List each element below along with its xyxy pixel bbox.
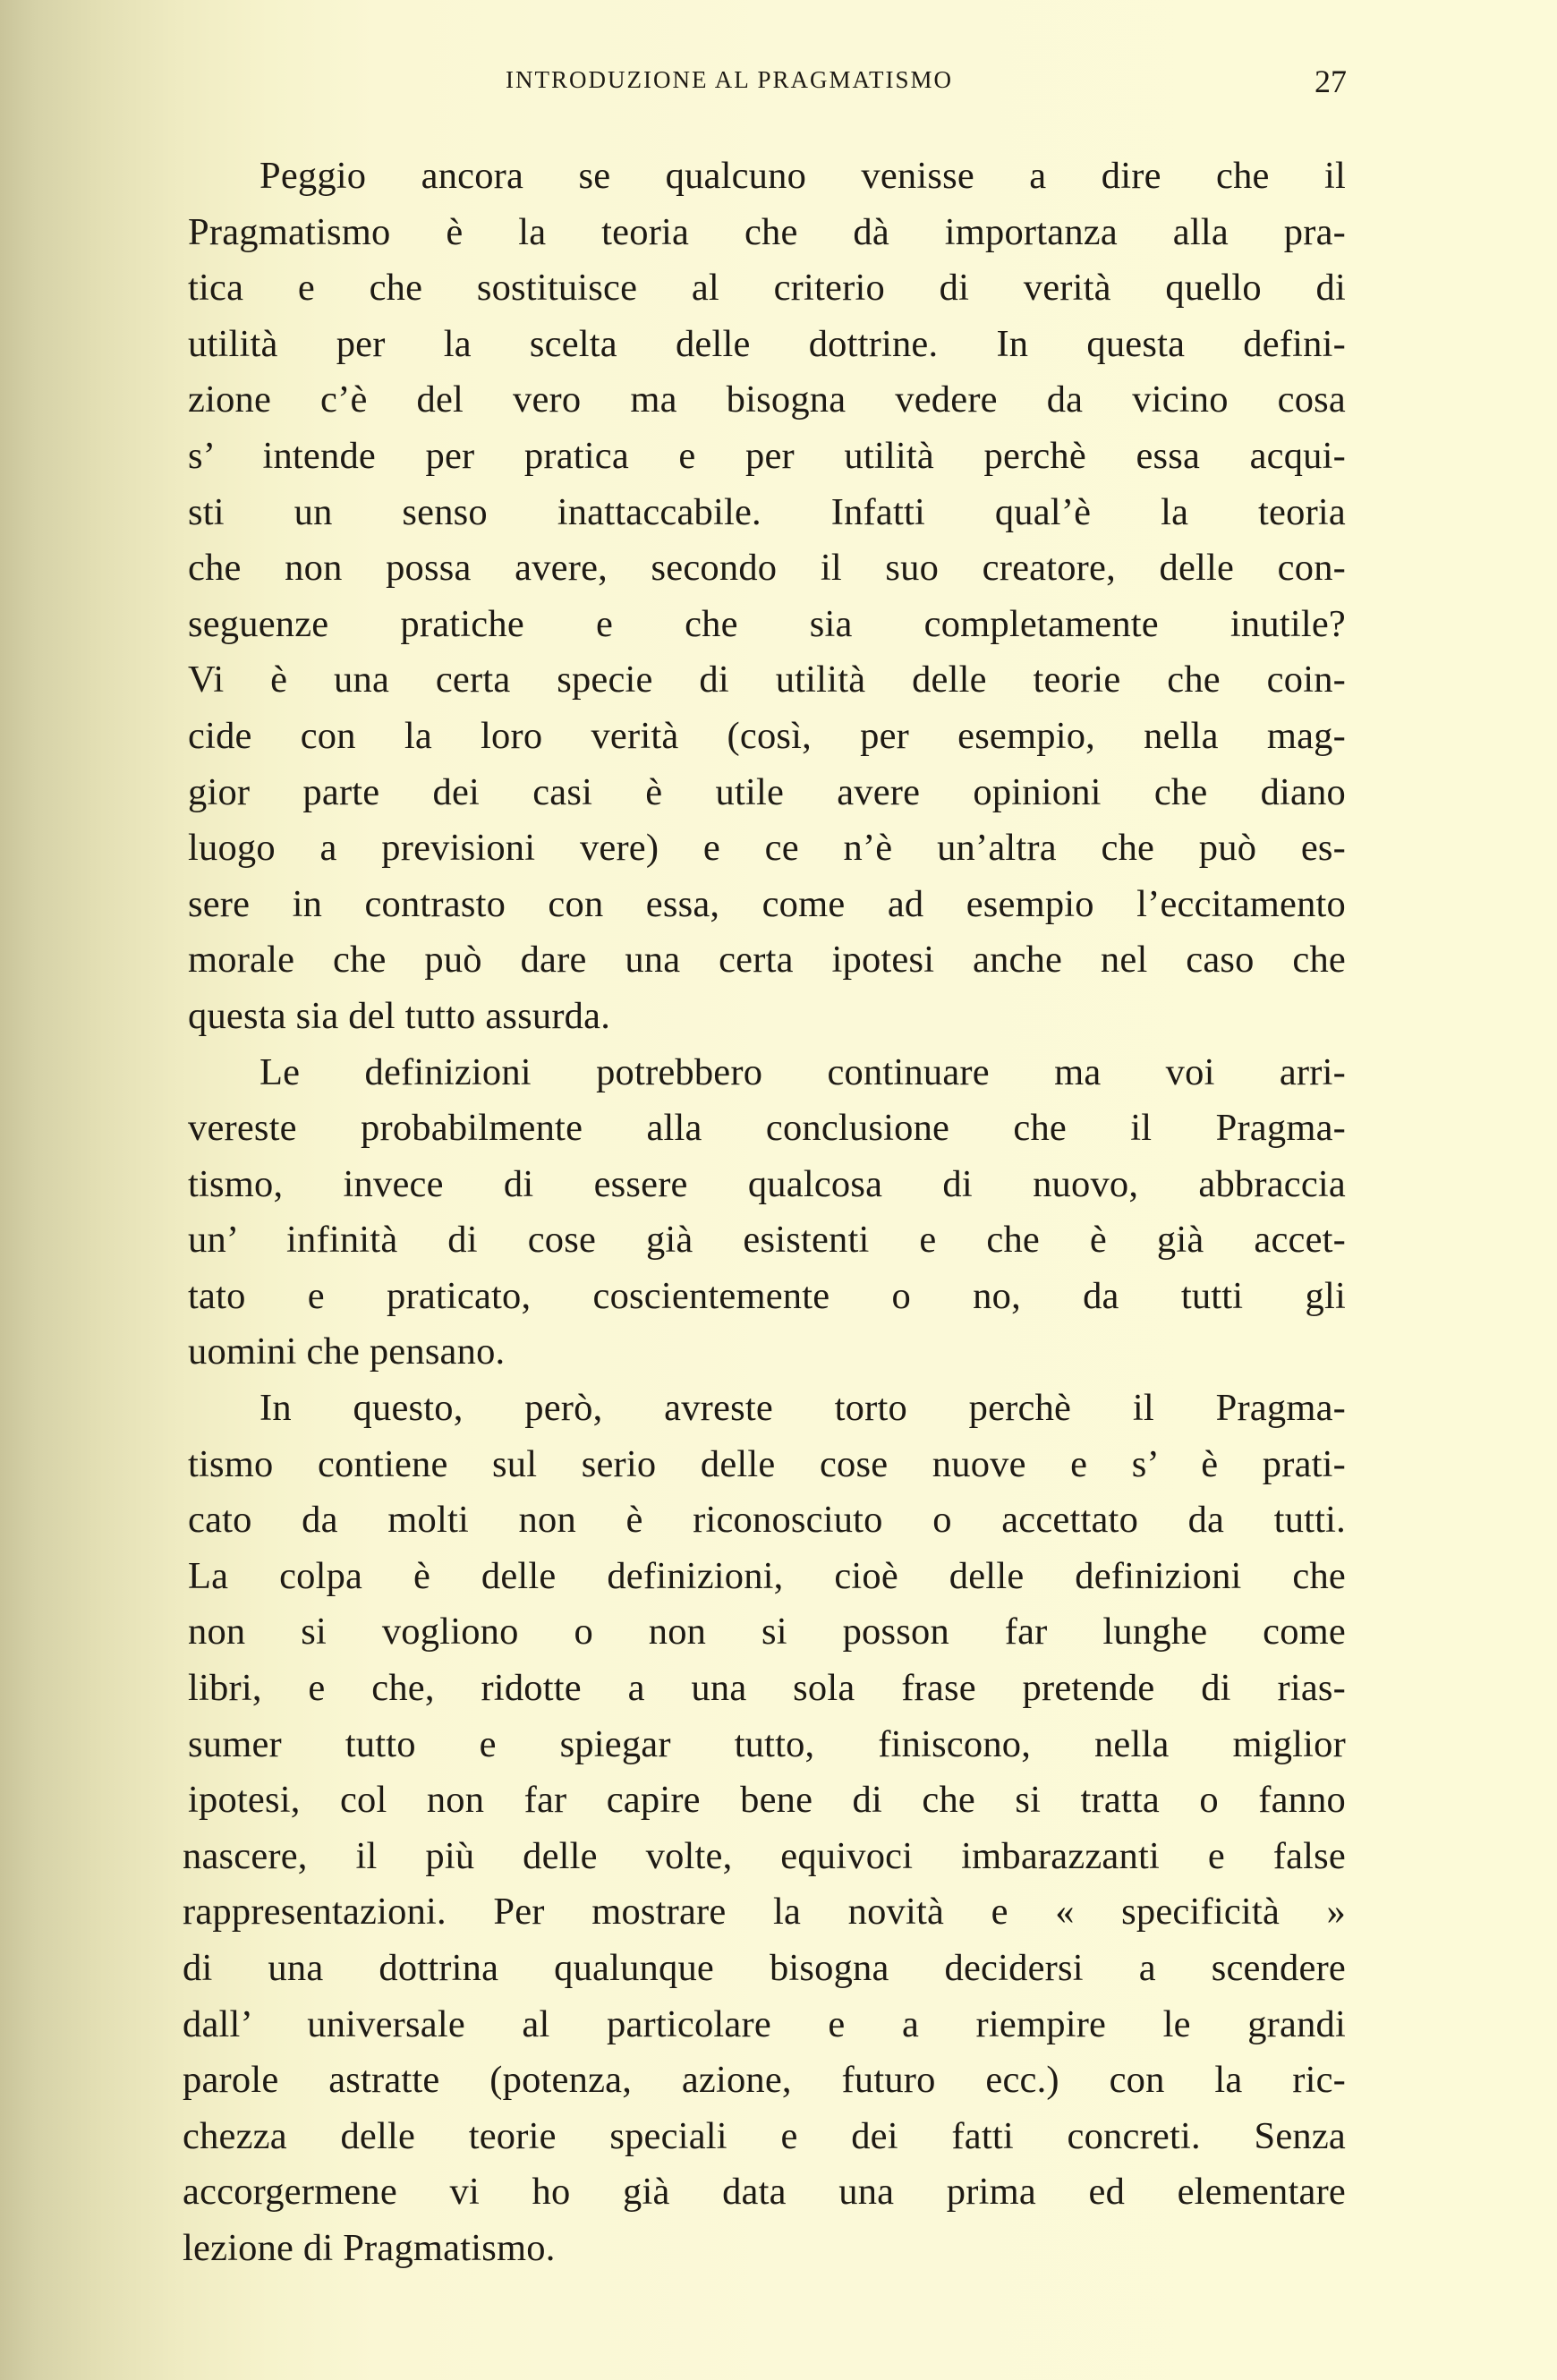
text-line: nascere, il più delle volte, equivoci imbarazzanti e false bbox=[183, 1834, 1346, 1877]
text-line: In questo, però, avreste torto perchè il Pragma- bbox=[260, 1387, 1346, 1430]
text-line: morale che può dare una certa ipotesi anche nel caso che bbox=[188, 939, 1346, 982]
text-line: cato da molti non è riconosciuto o accettato da tutti. bbox=[188, 1499, 1346, 1542]
text-line: accorgermene vi ho già data una prima ed elementare bbox=[183, 2171, 1346, 2214]
text-line: gior parte dei casi è utile avere opinioni che diano bbox=[188, 770, 1346, 813]
page-number: 27 bbox=[1315, 64, 1347, 99]
text-line: chezza delle teorie speciali e dei fatti concreti. Senza bbox=[183, 2114, 1346, 2157]
text-line: tismo contiene sul serio delle cose nuove e s’ è prati- bbox=[188, 1442, 1346, 1485]
paragraph-1 bbox=[188, 149, 1346, 1045]
text-line: tato e praticato, coscientemente o no, da tutti gli bbox=[188, 1274, 1346, 1317]
text-line: tismo, invece di essere qualcosa di nuovo, abbraccia bbox=[188, 1162, 1346, 1205]
text-line: ipotesi, col non far capire bene di che si tratta o fanno bbox=[188, 1779, 1346, 1822]
body-text bbox=[183, 149, 1346, 2277]
text-line: s’ intende per pratica e per utilità perchè essa acqui- bbox=[188, 434, 1346, 477]
text-line: che non possa avere, secondo il suo creatore, delle con- bbox=[188, 547, 1346, 590]
text-line: utilità per la scelta delle dottrine. In questa defini- bbox=[188, 322, 1346, 365]
paragraph-2 bbox=[188, 1045, 1346, 1381]
text-line: luogo a previsioni vere) e ce n’è un’altra che può es- bbox=[188, 827, 1346, 870]
text-line: seguenze pratiche e che sia completamente inutile? bbox=[188, 602, 1346, 645]
text-line: uomini che pensano. bbox=[188, 1330, 506, 1373]
text-line: tica e che sostituisce al criterio di verità quello di bbox=[188, 267, 1346, 310]
text-line: La colpa è delle definizioni, cioè delle definizioni che bbox=[188, 1554, 1346, 1597]
running-title: INTRODUZIONE AL PRAGMATISMO bbox=[506, 66, 954, 93]
text-line: rappresentazioni. Per mostrare la novità e « specificità » bbox=[183, 1891, 1346, 1934]
text-line: un’ infinità di cose già esistenti e che è già accet- bbox=[188, 1219, 1346, 1262]
text-line: sere in contrasto con essa, come ad esempio l’eccitamento bbox=[188, 882, 1346, 925]
text-line: zione c’è del vero ma bisogna vedere da vicino cosa bbox=[188, 378, 1346, 421]
text-line: dall’ universale al particolare e a riempire le grandi bbox=[183, 2002, 1346, 2045]
text-line: Le definizioni potrebbero continuare ma voi arri- bbox=[260, 1050, 1346, 1093]
text-line: non si vogliono o non si posson far lunghe come bbox=[188, 1611, 1346, 1653]
text-line: di una dottrina qualunque bisogna decidersi a scendere bbox=[183, 1947, 1346, 1989]
text-line: questa sia del tutto assurda. bbox=[188, 994, 611, 1037]
text-line: parole astratte (potenza, azione, futuro ecc.) con la ric- bbox=[183, 2059, 1346, 2102]
text-line: libri, e che, ridotte a una sola frase pretende di rias- bbox=[188, 1667, 1346, 1710]
text-line: Pragmatismo è la teoria che dà importanza alla pra- bbox=[188, 210, 1346, 253]
text-line: Vi è una certa specie di utilità delle teorie che coin- bbox=[188, 659, 1346, 701]
text-line: Peggio ancora se qualcuno venisse a dire che il bbox=[260, 155, 1346, 197]
text-line: cide con la loro verità (così, per esempio, nella mag- bbox=[188, 714, 1346, 757]
text-line: sumer tutto e spiegar tutto, finiscono, nella miglior bbox=[188, 1722, 1346, 1765]
text-line: sti un senso inattaccabile. Infatti qual’è la teoria bbox=[188, 490, 1346, 533]
page-header bbox=[506, 66, 1347, 102]
text-line: vereste probabilmente alla conclusione che il Pragma- bbox=[188, 1107, 1346, 1150]
text-line: lezione di Pragmatismo. bbox=[183, 2226, 556, 2269]
paragraph-3 bbox=[183, 1381, 1346, 2277]
